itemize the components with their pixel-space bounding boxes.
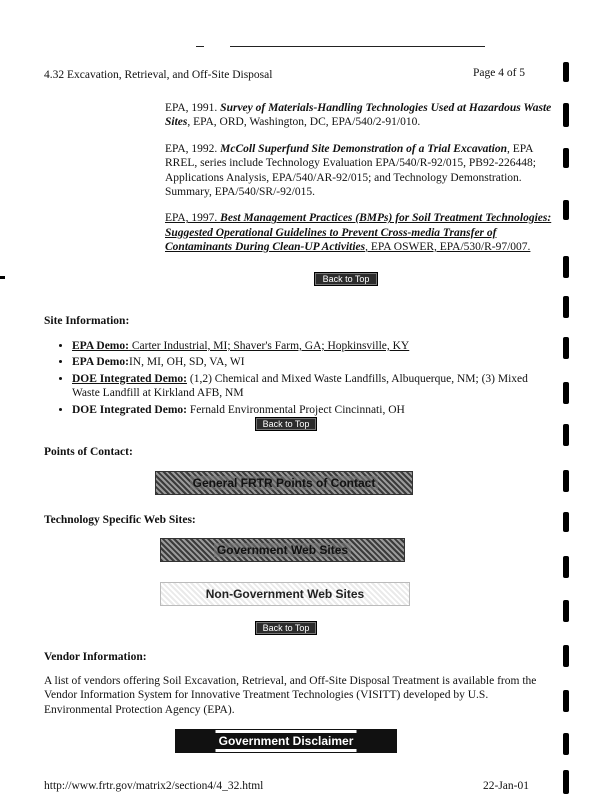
site-link-label[interactable]: DOE Integrated Demo: — [72, 403, 187, 416]
scan-edge-mark — [563, 256, 569, 278]
reference-item — [165, 101, 555, 130]
scan-edge-mark — [563, 733, 569, 755]
reference-title: Best Management Practices (BMPs) for Soil Treatment Technologies: Suggested Operational Guidelines to Prevent Cross-media Transfer of Contaminants During Clean-UP Activities — [165, 212, 552, 253]
scan-edge-mark — [563, 103, 569, 127]
government-web-sites-button[interactable] — [160, 538, 405, 562]
scan-edge-mark — [563, 62, 569, 82]
list-item[interactable] — [72, 355, 542, 369]
page-header-title: 4.32 Excavation, Retrieval, and Off-Site Disposal — [44, 69, 273, 81]
reference-details: , EPA, ORD, Washington, DC, EPA/540/2-91/010. — [187, 116, 421, 129]
scan-mark — [0, 276, 5, 279]
reference-details: , EPA OSWER, EPA/530/R-97/007. — [365, 241, 531, 253]
vendor-paragraph: A list of vendors offering Soil Excavation, Retrieval, and Off-Site Disposal Treatment is available from the Vendor Information System for Innovative Treatment Technologies (VISITT) developed by U.S. Environmental Protection Agency (EPA). — [44, 675, 537, 716]
back-to-top-button[interactable]: Back to Top — [255, 417, 317, 431]
contact-banner-button[interactable] — [155, 471, 413, 495]
reference-title: McColl Superfund Site Demonstration of a Trial Excavation — [220, 142, 507, 155]
site-link-label[interactable]: EPA Demo: — [72, 356, 129, 369]
points-of-contact-heading: Points of Contact: — [44, 446, 133, 458]
reference-author: EPA, 1991. — [165, 102, 221, 114]
reference-item — [165, 142, 555, 200]
scan-edge-mark — [563, 645, 569, 667]
scan-edge-mark — [563, 148, 569, 168]
reference-item-link[interactable] — [165, 211, 555, 254]
web-sites-heading: Technology Specific Web Sites: — [44, 514, 196, 526]
scan-edge-mark — [563, 337, 569, 359]
references-list — [165, 101, 555, 266]
site-link-text: Fernald Environmental Project Cincinnati, OH — [186, 403, 405, 416]
non-government-web-sites-label: Non-Government Web Sites — [205, 587, 365, 601]
reference-details: , EPA RREL, series include Technology Evaluation EPA/540/R-92/015, PB92-226448; Applications Analysis, EPA/540/AR-92/015; and Technology Demonstration. Summary, EPA/540/SR/-92/015. — [165, 142, 537, 198]
page-number: Page 4 of 5 — [473, 67, 526, 79]
list-item[interactable] — [72, 339, 542, 353]
footer-date: 22-Jan-01 — [483, 780, 529, 792]
reference-author: EPA, 1992. — [165, 142, 221, 155]
scan-edge-mark — [563, 556, 569, 578]
government-web-sites-label: Government Web Sites — [214, 543, 351, 557]
list-item[interactable] — [72, 403, 542, 417]
scan-edge-mark — [563, 382, 569, 404]
top-rule — [196, 46, 204, 47]
scan-edge-mark — [563, 424, 569, 446]
scan-edge-mark — [563, 200, 569, 220]
government-disclaimer-label: Government Disclaimer — [215, 733, 358, 749]
scan-edge-mark — [563, 512, 569, 532]
reference-title: Survey of Materials-Handling Technologies Used at Hazardous Waste Sites — [165, 102, 552, 129]
site-link-text: (1,2) Chemical and Mixed Waste Landfills, Albuquerque, NM; (3) Mixed Waste Landfill at Kirkland AFB, NM — [72, 372, 528, 400]
scan-edge-mark — [563, 470, 569, 492]
back-to-top-button[interactable]: Back to Top — [314, 272, 378, 286]
reference-author: EPA, 1997. — [165, 212, 221, 225]
site-link-label[interactable]: DOE Integrated Demo: — [72, 372, 187, 385]
top-rule — [230, 46, 485, 47]
contact-banner-label: General FRTR Points of Contact — [190, 476, 379, 490]
list-item[interactable] — [72, 372, 542, 401]
scan-edge-mark — [563, 600, 569, 622]
site-information-list — [58, 339, 542, 419]
site-link-text[interactable]: Carter Industrial, MI; Shaver's Farm, GA; Hopkinsville, KY — [128, 340, 410, 352]
back-to-top-button[interactable]: Back to Top — [255, 621, 317, 635]
vendor-information-heading: Vendor Information: — [44, 651, 147, 663]
footer-url: http://www.frtr.gov/matrix2/section4/4_32.html — [44, 780, 264, 792]
scan-edge-mark — [563, 770, 569, 794]
site-link-label[interactable]: EPA Demo: — [72, 340, 129, 352]
scan-edge-mark — [563, 296, 569, 318]
site-information-heading: Site Information: — [44, 315, 130, 327]
non-government-web-sites-button[interactable] — [160, 582, 410, 606]
scan-edge-mark — [563, 690, 569, 712]
government-disclaimer-button[interactable] — [175, 729, 397, 753]
site-link-text: IN, MI, OH, SD, VA, WI — [128, 356, 245, 369]
